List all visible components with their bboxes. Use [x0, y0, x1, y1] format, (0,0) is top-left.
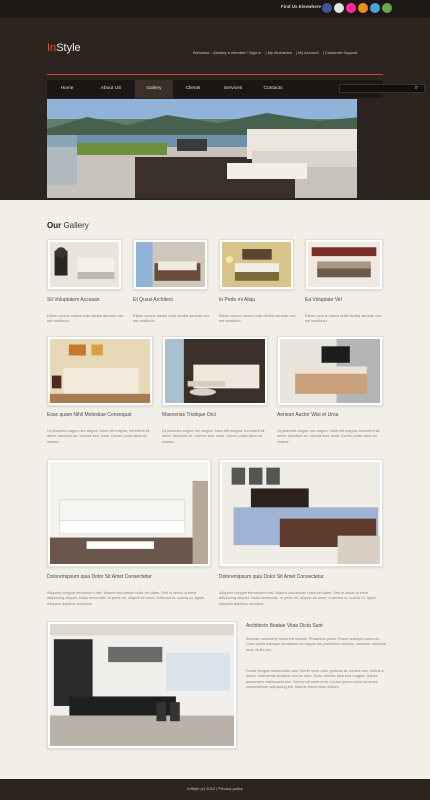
main-nav — [47, 80, 418, 98]
gallery-caption[interactable]: In Pede mi Aliqu — [219, 297, 256, 303]
gallery-description: Ut pharetra augue nec augue. Nam elit magna, hendrerit sit amet, tincidunt ac, viverra sed, nulla. Donec porta diam eu massa. — [162, 428, 265, 444]
gallery-caption[interactable]: Et Quasi Architect — [133, 297, 173, 303]
gallery-caption[interactable]: Maecenas Tristique Orci — [162, 412, 216, 418]
site-footer — [0, 779, 430, 800]
find-us-label: Find Us Elsewhere — [281, 4, 322, 9]
nav-gallery[interactable]: Gallery — [135, 80, 173, 98]
gallery-image[interactable] — [47, 621, 237, 749]
nav-about[interactable]: About US — [100, 86, 122, 91]
gallery-image[interactable] — [277, 336, 383, 406]
site-logo[interactable] — [47, 42, 81, 54]
support-link[interactable]: | Customer Support — [322, 50, 358, 55]
feature-paragraph-2: Fusce feugiat malesuada odio. Morbi nunc odio, gravida at, cursus nec, luctus a, lorem. Maecenas tristique orci ac sem. Duis ultricies pharetra magna. Donec accumsan malesuada orci. Donec sit amet eros. Lorem ipsum dolor sit amet, consectetuer adipiscing elit. Mauris fermentum dictum. — [246, 668, 385, 690]
gallery-title — [47, 221, 89, 230]
gallery-description: Ut pharetra augue nec augue. Nam elit magna, hendrerit sit amet, tincidunt ac, viverra sed, nulla. Donec porta diam eu massa. — [47, 428, 150, 444]
gallery-image[interactable] — [219, 459, 383, 567]
nav-clients[interactable]: Clients — [185, 86, 201, 91]
flickr-icon[interactable] — [346, 3, 356, 13]
feature-paragraph-1: Aenean nonummy hendrerit mauris. Phasellus porta. Fusce suscipit varius mi. Cum sociis natoque penatibus et magnis dis parturient montes, nascetur ridiculus mus. Nulla dui. — [246, 636, 386, 652]
gallery-description: Etiam cursus metus nulla facilisi aenean nec est vestibulu. — [305, 313, 382, 324]
search-input[interactable] — [339, 84, 425, 93]
facebook-icon[interactable] — [322, 3, 332, 13]
rss-icon[interactable] — [358, 3, 368, 13]
gallery-caption[interactable]: Doloremipsum quia Dolor Sit Amet Consectetur — [47, 574, 152, 580]
feature-caption[interactable]: Architecto Beatae Vitae Dicta Sunt — [246, 623, 323, 629]
site-header — [0, 0, 430, 200]
gallery-caption[interactable]: Ea Voluptate Vel — [305, 297, 342, 303]
gallery-image[interactable] — [305, 239, 383, 290]
myspace-icon[interactable] — [382, 3, 392, 13]
gallery-title-rest: Gallery — [61, 221, 89, 230]
gallery-description: Etiam cursus metus nulla facilisi aenean nec est vestibulu. — [219, 313, 296, 324]
twitter-icon[interactable] — [370, 3, 380, 13]
top-bar — [0, 0, 430, 18]
gallery-description: Etiam cursus metus nulla facilisi aenean nec est vestibulu. — [47, 313, 124, 324]
gallery-description: Aliquam congue fermentum nisl. Mauris accumsan nulla vel diam. Sed in lacus ut enim adipiscing aliquet. Nulla venenatis. In pede mi, aliquet sit amet, euismod in, auctor ut, ligula. Aliquam dapibus tincidunt. — [47, 590, 205, 606]
gallery-image[interactable] — [133, 239, 208, 290]
delicious-icon[interactable] — [334, 3, 344, 13]
gallery-caption[interactable]: Doloremipsum quia Dolor Sit Amet Consectetur — [219, 574, 324, 580]
sign-in-link[interactable]: Welcome - Already a member? Sign In — [193, 50, 262, 55]
gallery-image[interactable] — [47, 239, 122, 290]
gallery-image[interactable] — [47, 459, 211, 567]
itineraries-link[interactable]: | My Itineraries — [265, 50, 292, 55]
nav-contacts[interactable]: Contacts — [263, 86, 283, 91]
header-divider — [47, 74, 383, 75]
gallery-caption[interactable]: Esse quam Nihil Molestiae Consequat — [47, 412, 132, 418]
gallery-caption[interactable]: Sit Voluptatem Accusan — [47, 297, 100, 303]
logo-rest: Style — [56, 42, 81, 54]
footer-text: InStyle (c) 2012 | Privacy policy — [187, 786, 243, 791]
top-links — [193, 50, 360, 55]
gallery-description: Aliquam congue fermentum nisl. Mauris accumsan nulla vel diam. Sed in lacus ut enim adipiscing aliquet. Nulla venenatis. In pede mi, aliquet sit amet, euismod in, auctor ut, ligula. Aliquam dapibus tincidunt. — [219, 590, 377, 606]
logo-accent: In — [47, 42, 57, 54]
gallery-title-bold: Our — [47, 221, 62, 230]
nav-services[interactable]: Services — [223, 86, 243, 91]
gallery-description: Ut pharetra augue nec augue. Nam elit magna, hendrerit sit amet, tincidunt ac, viverra sed, nulla. Donec porta diam eu massa. — [277, 428, 380, 444]
gallery-image[interactable] — [219, 239, 294, 290]
gallery-image[interactable] — [162, 336, 268, 406]
search-icon[interactable]: ⌕ — [414, 85, 418, 91]
nav-home[interactable]: Home — [60, 86, 74, 91]
gallery-description: Etiam cursus metus nulla facilisi aenean nec est vestibulu. — [133, 313, 210, 324]
gallery-caption[interactable]: Aenean Auctor Wisi et Urna — [277, 412, 339, 418]
gallery-image[interactable] — [47, 336, 153, 406]
hero-image — [47, 99, 383, 198]
account-link[interactable]: | My Account — [295, 50, 319, 55]
